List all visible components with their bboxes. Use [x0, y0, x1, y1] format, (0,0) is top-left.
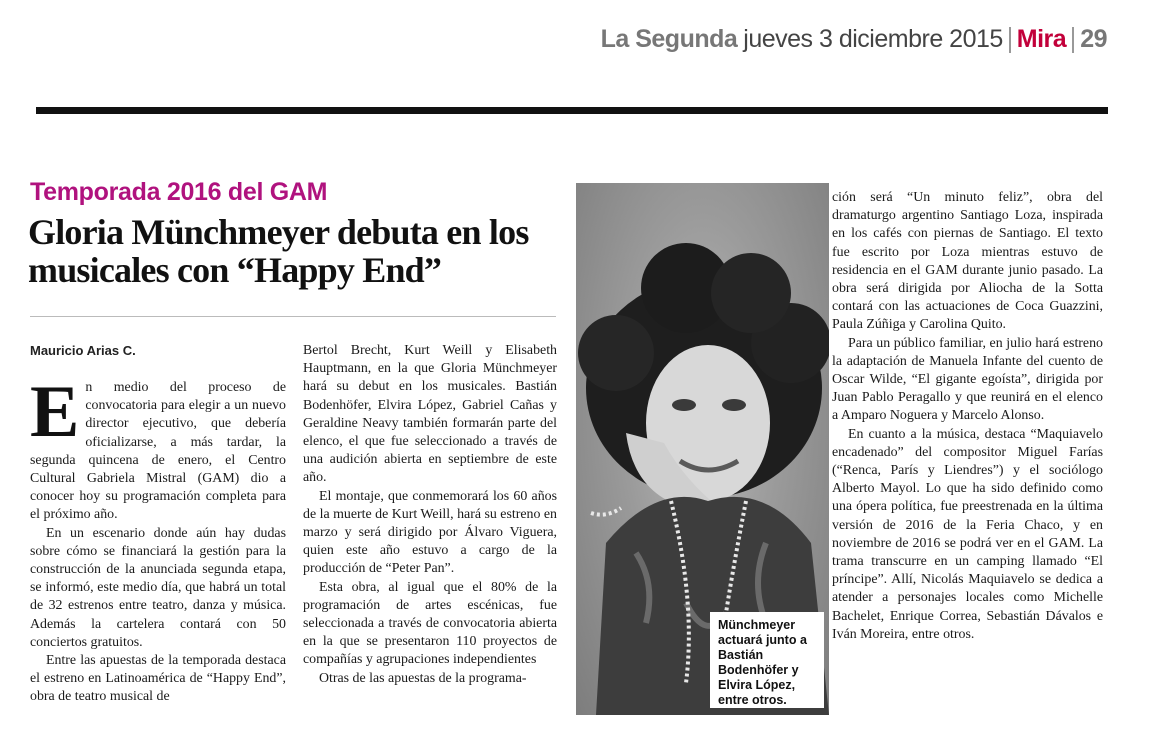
- article-column-2: [303, 342, 557, 688]
- paragraph: En un escenario donde aún hay dudas sobre cómo se financiará la gestión para la construcción de la anunciada segunda etapa, se informó, este medio día, que habrá un total de 32 estrenos entre teatro, danza y música. Además la cartelera contará con 50 conciertos gratuitos.: [30, 525, 286, 650]
- drop-cap: E: [30, 371, 80, 453]
- article-column-3: [832, 189, 1103, 644]
- paragraph: En medio del proceso de convocatoria para elegir a un nuevo director ejecutivo, que debería oficializarse, a más tardar, la segunda quincena de enero, el Centro Cultural Gabriela Mistral (GAM) dio a conocer hoy su programación completa para el próximo año.: [30, 371, 286, 523]
- paragraph: Bertol Brecht, Kurt Weill y Elisabeth Hauptmann, en la que Gloria Münchmeyer hará su debut en los musicales. Bastián Bodenhöfer, Elvira López, Gabriel Cañas y Geraldine Neavy también formarán parte del elenco, el que fue seleccionado a través de una audición abierta en septiembre de este año.: [303, 343, 557, 486]
- paragraph: Para un público familiar, en julio hará estreno la adaptación de Manuela Infante del cuento de Oscar Wilde, “El gigante egoísta”, dirigida por Juan Pablo Peragallo y que reunirá en el elenco a Amparo Noguera y Marcelo Alonso.: [832, 335, 1103, 424]
- byline: Mauricio Arias C.: [30, 343, 136, 358]
- page-number: 29: [1080, 25, 1107, 53]
- masthead: [601, 25, 1107, 54]
- article-headline: Gloria Münchmeyer debuta en los musicales con “Happy End”: [28, 212, 529, 290]
- issue-date: jueves 3 diciembre 2015: [743, 25, 1003, 53]
- paragraph: Otras de las apuestas de la programa-: [319, 670, 527, 686]
- headline-rule: [30, 316, 556, 317]
- article-kicker: Temporada 2016 del GAM: [30, 178, 328, 206]
- photo-caption: Münchmeyer actuará junto a Bastián Bodenhöfer y Elvira López, entre otros.: [710, 612, 824, 708]
- section-name: Mira: [1016, 25, 1067, 53]
- paragraph: Entre las apuestas de la temporada destaca el estreno en Latinoamérica de “Happy End”, obra de teatro musical de: [30, 653, 286, 705]
- article-column-1: [30, 371, 286, 707]
- header-rule: [36, 107, 1108, 114]
- masthead-divider: [1072, 27, 1074, 53]
- paragraph: Esta obra, al igual que el 80% de la programación de artes escénicas, fue seleccionada a través de convocatoria abierta en la que se presentaron 110 proyectos de compañías y agrupaciones independientes: [303, 579, 557, 668]
- paragraph: El montaje, que conmemorará los 60 años de la muerte de Kurt Weill, hará su estreno en marzo y será dirigido por Álvaro Viguera, quien este año estuvo a cargo de la producción de “Peter Pan”.: [303, 488, 557, 577]
- newspaper-name: La Segunda: [600, 25, 738, 53]
- paragraph: ción será “Un minuto feliz”, obra del dramaturgo argentino Santiago Loza, inspirada en los cafés con piernas de Santiago. El texto fue escrito por Loza mientras estuvo de residencia en el GAM durante junio pasado. La obra será dirigida por Aliocha de la Sotta contará con las actuaciones de Coca Guazzini, Paula Zúñiga y Carolina Quito.: [832, 190, 1103, 333]
- masthead-divider: [1009, 27, 1011, 53]
- paragraph: En cuanto a la música, destaca “Maquiavelo encadenado” del compositor Miguel Farías (“Renca, París y Liendres”) y el sociólogo Alberto Mayol. Lo que ha sido definido como una ópera política, fue preestrenada en la última versión de 2016 de la Feria Chaco, y en noviembre de 2016 se podrá ver en el GAM. La trama transcurre en un camping llamado “El príncipe”. Allí, Nicolás Maquiavelo se dedica a atender a personajes locales como Michelle Bachelet, Enrique Correa, Sebastián Dávalos e Iván Moreira, entre otros.: [832, 426, 1103, 642]
